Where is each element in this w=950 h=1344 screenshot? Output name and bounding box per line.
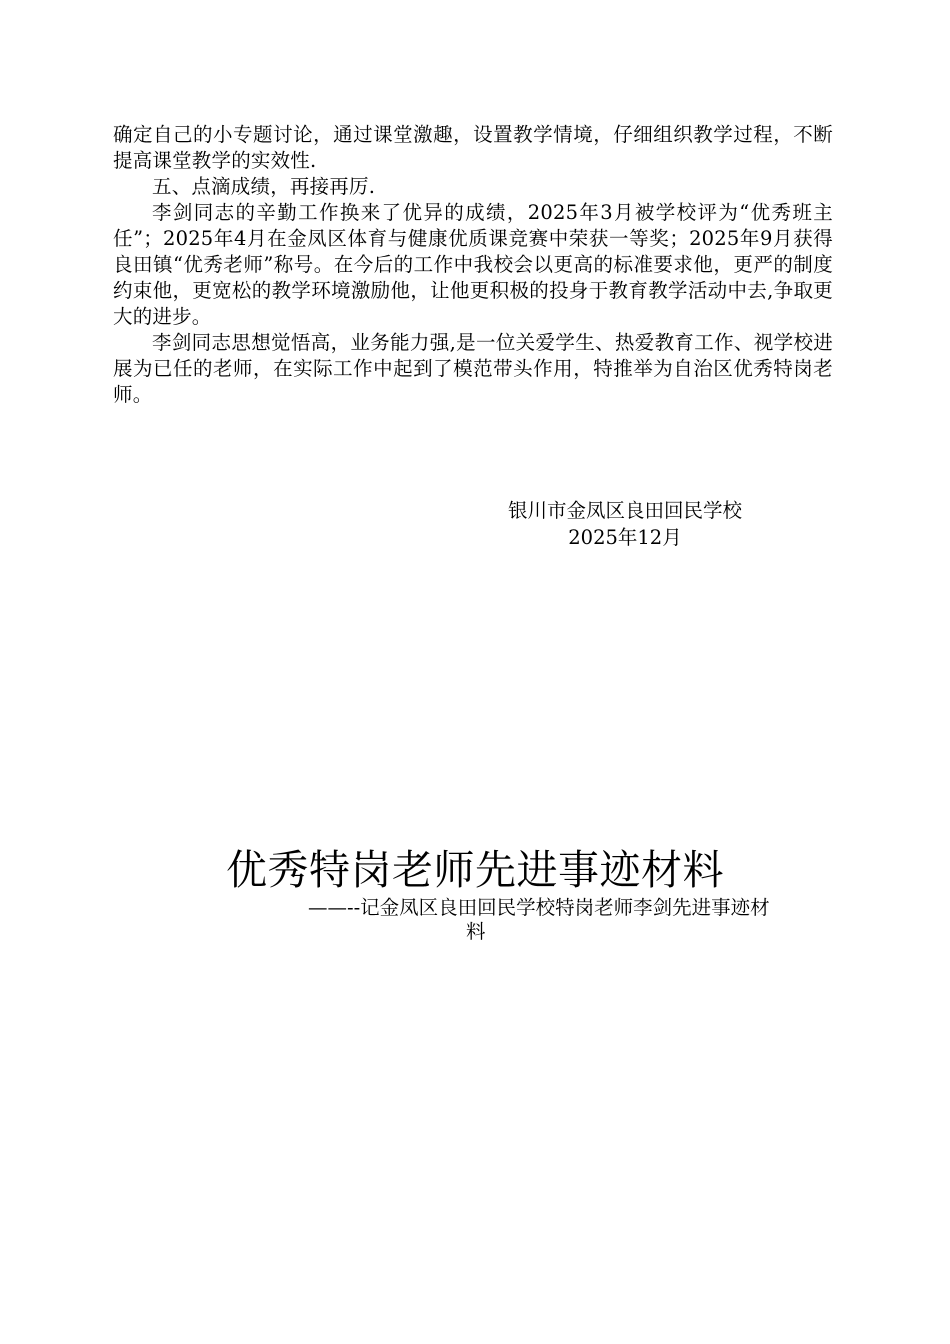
document-subtitle <box>296 896 836 944</box>
body-text <box>113 122 833 408</box>
paragraph-achievements: 李剑同志的辛勤工作换来了优异的成绩，2025年3月被学校评为“优秀班主任”；2025年4月在金凤区体育与健康优质课竞赛中荣获一等奖；2025年9月获得良田镇“优秀老师”称号。在今后的工作中我校会以更高的标准要求他，更严的制度约束他，更宽松的教学环境激励他，让他更积极的投身于教育教学活动中去,争取更大的进步。 <box>113 201 833 328</box>
subtitle-line-1: ——--记金凤区良田回民学校特岗老师李剑先进事迹材 <box>308 896 770 919</box>
document-title: 优秀特岗老师先进事迹材料 <box>226 846 724 894</box>
signature-block <box>480 497 770 551</box>
signature-date: 2025年12月 <box>568 526 682 549</box>
subtitle-line-2: 料 <box>466 920 486 943</box>
paragraph-continuation: 确定自己的小专题讨论，通过课堂激趣，设置教学情境，仔细组织教学过程，不断提高课堂教学的实效性. <box>113 123 833 172</box>
section-heading: 五、点滴成绩，再接再厉. <box>152 175 376 198</box>
signature-organization: 银川市金凤区良田回民学校 <box>507 499 742 522</box>
paragraph-recommendation: 李剑同志思想觉悟高，业务能力强,是一位关爱学生、热爱教育工作、视学校进展为已任的老师，在实际工作中起到了模范带头作用，特推举为自治区优秀特岗老师。 <box>113 331 833 406</box>
